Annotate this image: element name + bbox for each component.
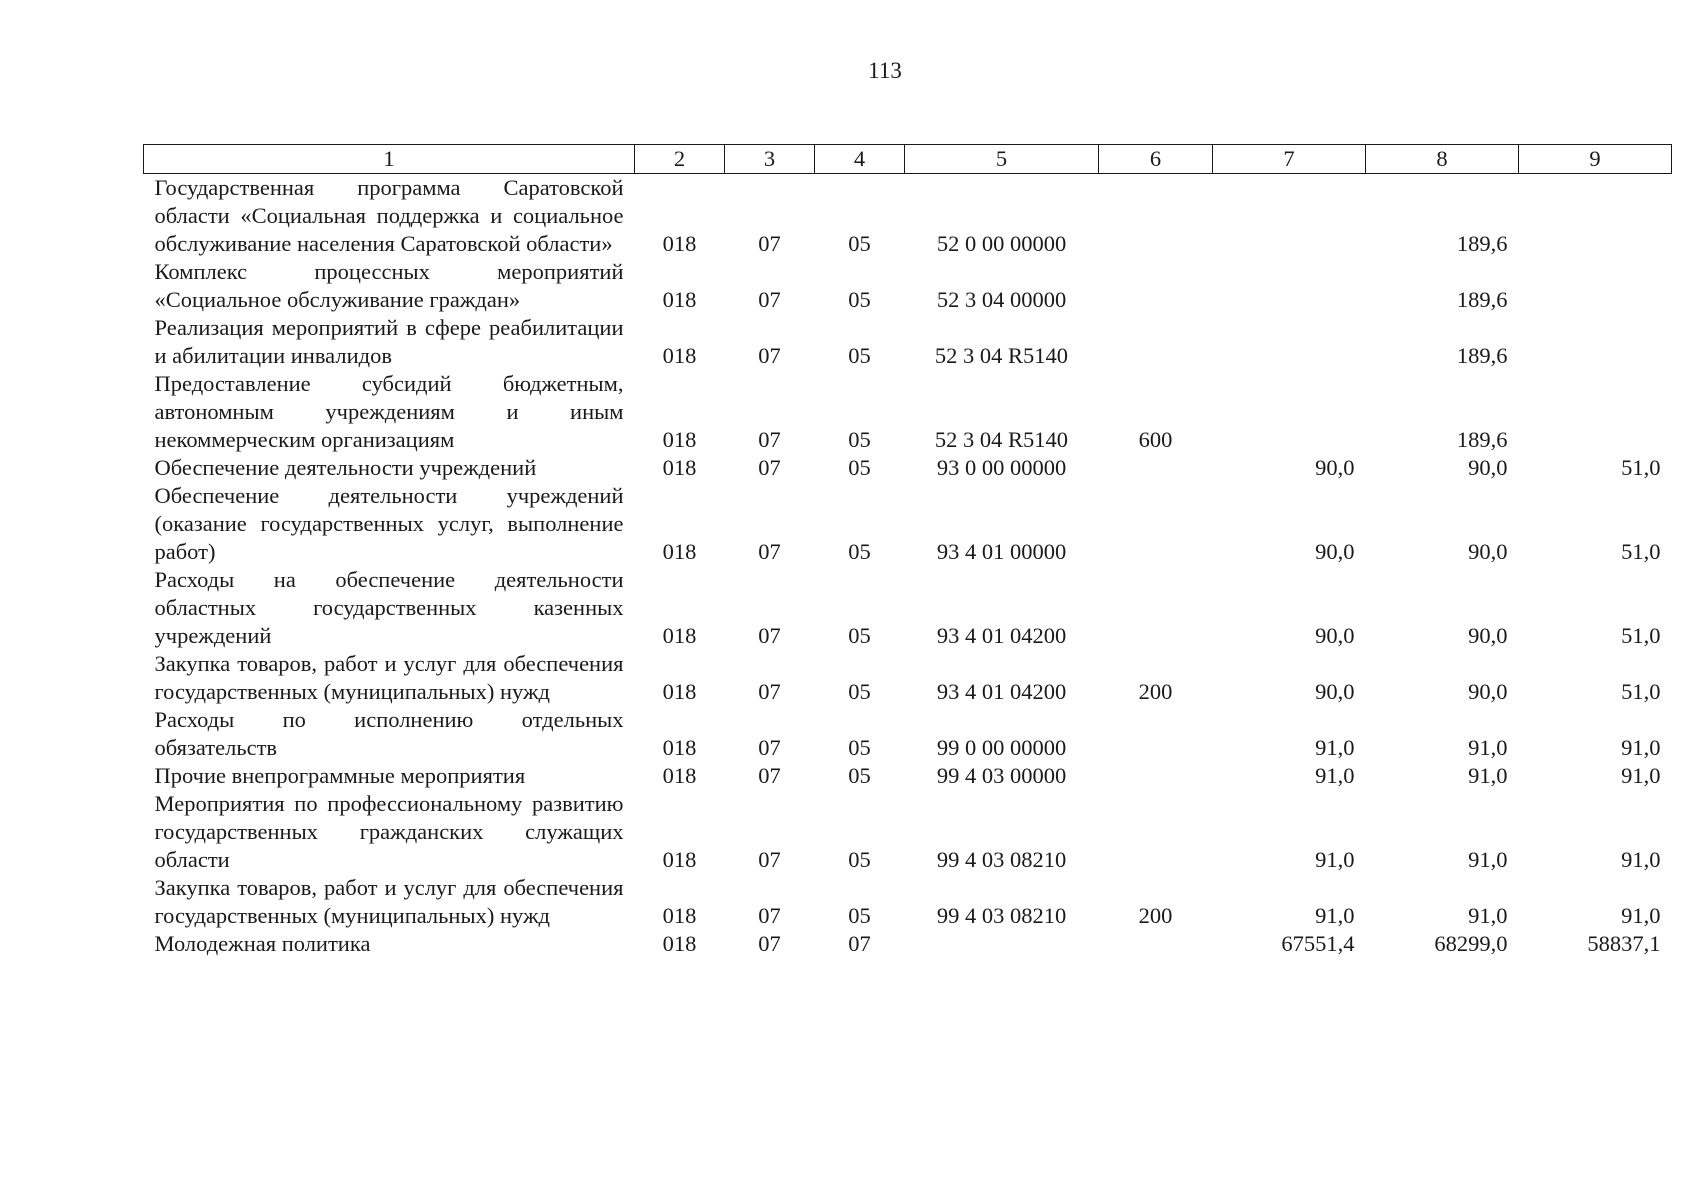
cell-section: 07 — [758, 763, 781, 788]
cell-amount-col9: 51,0 — [1621, 679, 1661, 704]
cell-amount-col8: 91,0 — [1468, 735, 1508, 760]
cell-section: 07 — [758, 287, 781, 312]
table-row — [144, 174, 1672, 259]
column-header-3: 3 — [725, 145, 815, 174]
row-name: Закупка товаров, работ и услуг для обеспечения государственных (муниципальных) нужд — [154, 651, 624, 704]
cell-subsection: 07 — [848, 931, 871, 956]
cell-amount-col8: 189,6 — [1456, 343, 1508, 368]
cell-amount-col8: 90,0 — [1468, 455, 1508, 480]
cell-ministry-code: 018 — [662, 931, 697, 956]
cell-amount-col9: 51,0 — [1621, 455, 1661, 480]
cell-ministry-code: 018 — [662, 903, 697, 928]
cell-target-article: 52 0 00 00000 — [936, 231, 1067, 256]
cell-expense-type: 600 — [1138, 427, 1173, 452]
cell-section: 07 — [758, 847, 781, 872]
cell-amount-col8: 91,0 — [1468, 763, 1508, 788]
cell-amount-col9: 51,0 — [1621, 623, 1661, 648]
cell-amount-col7: 90,0 — [1315, 455, 1355, 480]
cell-amount-col8: 90,0 — [1468, 623, 1508, 648]
column-header-2: 2 — [635, 145, 725, 174]
column-header-6: 6 — [1099, 145, 1213, 174]
table-row — [144, 258, 1672, 314]
cell-subsection: 05 — [848, 287, 871, 312]
row-name: Обеспечение деятельности учреждений (оказание государственных услуг, выполнение работ) — [154, 483, 624, 564]
cell-ministry-code: 018 — [662, 343, 697, 368]
table-row — [144, 314, 1672, 370]
cell-amount-col7: 91,0 — [1315, 735, 1355, 760]
cell-section: 07 — [758, 455, 781, 480]
cell-amount-col8: 90,0 — [1468, 679, 1508, 704]
cell-subsection: 05 — [848, 735, 871, 760]
cell-amount-col8: 189,6 — [1456, 287, 1508, 312]
row-name: Мероприятия по профессиональному развитию государственных гражданских служащих области — [154, 791, 624, 872]
cell-section: 07 — [758, 343, 781, 368]
cell-expense-type: 200 — [1138, 903, 1173, 928]
cell-subsection: 05 — [848, 623, 871, 648]
cell-section: 07 — [758, 931, 781, 956]
cell-amount-col8: 68299,0 — [1434, 931, 1508, 956]
cell-section: 07 — [758, 679, 781, 704]
cell-section: 07 — [758, 903, 781, 928]
cell-amount-col9: 58837,1 — [1587, 931, 1661, 956]
cell-target-article: 93 0 00 00000 — [936, 455, 1067, 480]
table-header — [144, 145, 1672, 174]
cell-ministry-code: 018 — [662, 735, 697, 760]
cell-target-article: 93 4 01 04200 — [936, 623, 1067, 648]
cell-subsection: 05 — [848, 231, 871, 256]
cell-amount-col8: 91,0 — [1468, 903, 1508, 928]
cell-target-article: 93 4 01 04200 — [936, 679, 1067, 704]
table-row — [144, 370, 1672, 454]
cell-expense-type — [1099, 174, 1213, 259]
column-header-8: 8 — [1366, 145, 1519, 174]
cell-section: 07 — [758, 623, 781, 648]
cell-ministry-code: 018 — [662, 455, 697, 480]
cell-expense-type — [1099, 258, 1213, 314]
table-row — [144, 874, 1672, 930]
cell-ministry-code: 018 — [662, 763, 697, 788]
cell-amount-col9 — [1519, 370, 1672, 454]
cell-expense-type — [1099, 706, 1213, 762]
row-name: Государственная программа Саратовской области «Социальная поддержка и социальное обслуживание населения Саратовской области» — [154, 175, 624, 256]
row-name: Расходы по исполнению отдельных обязательств — [154, 707, 624, 760]
cell-expense-type — [1099, 790, 1213, 874]
table-row — [144, 650, 1672, 706]
row-name: Закупка товаров, работ и услуг для обеспечения государственных (муниципальных) нужд — [154, 875, 624, 928]
table-row — [144, 790, 1672, 874]
cell-amount-col9: 51,0 — [1621, 539, 1661, 564]
cell-amount-col8: 189,6 — [1456, 427, 1508, 452]
table-row — [144, 762, 1672, 790]
cell-expense-type — [1099, 566, 1213, 650]
cell-subsection: 05 — [848, 903, 871, 928]
cell-expense-type — [1099, 930, 1213, 958]
row-name: Расходы на обеспечение деятельности областных государственных казенных учреждений — [154, 567, 624, 648]
cell-amount-col7: 90,0 — [1315, 679, 1355, 704]
column-header-7: 7 — [1213, 145, 1366, 174]
cell-target-article: 99 4 03 00000 — [936, 763, 1067, 788]
cell-amount-col7: 91,0 — [1315, 763, 1355, 788]
cell-section: 07 — [758, 539, 781, 564]
cell-amount-col9: 91,0 — [1621, 763, 1661, 788]
cell-amount-col9: 91,0 — [1621, 735, 1661, 760]
cell-amount-col9: 91,0 — [1621, 847, 1661, 872]
cell-target-article — [905, 930, 1099, 958]
cell-amount-col9 — [1519, 314, 1672, 370]
table-body — [144, 174, 1672, 959]
cell-subsection: 05 — [848, 539, 871, 564]
cell-amount-col7 — [1213, 258, 1366, 314]
cell-section: 07 — [758, 427, 781, 452]
table-row — [144, 482, 1672, 566]
cell-section: 07 — [758, 231, 781, 256]
cell-ministry-code: 018 — [662, 623, 697, 648]
cell-ministry-code: 018 — [662, 679, 697, 704]
cell-expense-type — [1099, 314, 1213, 370]
cell-amount-col7: 91,0 — [1315, 847, 1355, 872]
cell-target-article: 99 4 03 08210 — [936, 847, 1067, 872]
cell-amount-col8: 90,0 — [1468, 539, 1508, 564]
cell-subsection: 05 — [848, 427, 871, 452]
row-name: Прочие внепрограммные мероприятия — [154, 763, 526, 788]
cell-amount-col7 — [1213, 314, 1366, 370]
cell-ministry-code: 018 — [662, 287, 697, 312]
budget-table — [143, 144, 1672, 958]
cell-amount-col7: 90,0 — [1315, 623, 1355, 648]
table-row — [144, 706, 1672, 762]
cell-subsection: 05 — [848, 847, 871, 872]
cell-section: 07 — [758, 735, 781, 760]
row-name: Комплекс процессных мероприятий «Социальное обслуживание граждан» — [154, 259, 624, 312]
column-header-1: 1 — [144, 145, 635, 174]
cell-expense-type — [1099, 762, 1213, 790]
cell-amount-col9: 91,0 — [1621, 903, 1661, 928]
cell-expense-type — [1099, 454, 1213, 482]
cell-amount-col9 — [1519, 174, 1672, 259]
cell-ministry-code: 018 — [662, 539, 697, 564]
cell-amount-col8: 189,6 — [1456, 231, 1508, 256]
cell-amount-col8: 91,0 — [1468, 847, 1508, 872]
cell-target-article: 52 3 04 00000 — [936, 287, 1067, 312]
row-name: Обеспечение деятельности учреждений — [154, 455, 537, 480]
cell-amount-col7: 67551,4 — [1281, 931, 1355, 956]
cell-amount-col9 — [1519, 258, 1672, 314]
cell-subsection: 05 — [848, 343, 871, 368]
cell-target-article: 52 3 04 R5140 — [934, 343, 1069, 368]
table-row — [144, 930, 1672, 958]
cell-amount-col7 — [1213, 370, 1366, 454]
column-header-5: 5 — [905, 145, 1099, 174]
cell-amount-col7: 91,0 — [1315, 903, 1355, 928]
cell-ministry-code: 018 — [662, 847, 697, 872]
column-header-4: 4 — [815, 145, 905, 174]
cell-target-article: 99 4 03 08210 — [936, 903, 1067, 928]
cell-ministry-code: 018 — [662, 427, 697, 452]
cell-ministry-code: 018 — [662, 231, 697, 256]
column-header-9: 9 — [1519, 145, 1672, 174]
cell-target-article: 93 4 01 00000 — [936, 539, 1067, 564]
table-row — [144, 566, 1672, 650]
cell-target-article: 99 0 00 00000 — [936, 735, 1067, 760]
row-name: Молодежная политика — [154, 931, 371, 956]
cell-expense-type: 200 — [1138, 679, 1173, 704]
cell-target-article: 52 3 04 R5140 — [934, 427, 1069, 452]
page-number: 113 — [868, 58, 902, 83]
table-row — [144, 454, 1672, 482]
cell-amount-col7: 90,0 — [1315, 539, 1355, 564]
cell-expense-type — [1099, 482, 1213, 566]
cell-subsection: 05 — [848, 763, 871, 788]
header-row — [144, 145, 1672, 174]
row-name: Предоставление субсидий бюджетным, автономным учреждениям и иным некоммерческим организациям — [154, 371, 624, 452]
cell-amount-col7 — [1213, 174, 1366, 259]
cell-subsection: 05 — [848, 455, 871, 480]
cell-subsection: 05 — [848, 679, 871, 704]
row-name: Реализация мероприятий в сфере реабилитации и абилитации инвалидов — [154, 315, 624, 368]
